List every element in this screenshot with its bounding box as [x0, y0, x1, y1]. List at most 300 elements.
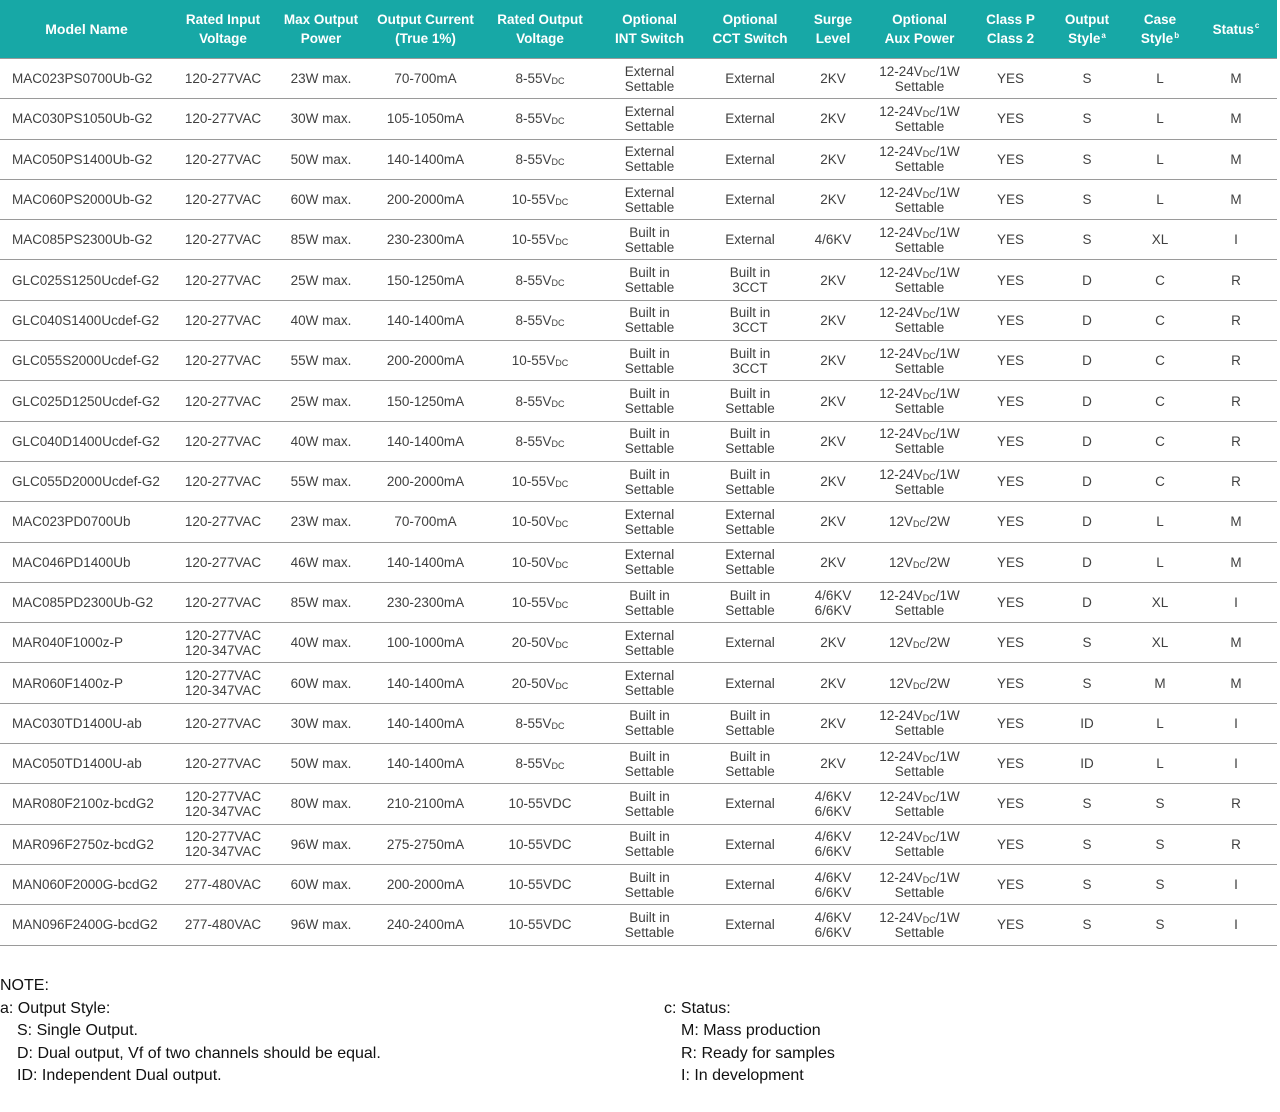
table-cell: 140-1400mA: [369, 300, 482, 340]
table-cell: S: [1049, 59, 1125, 99]
table-cell: 12-24VDC/1W Settable: [867, 179, 972, 219]
table-cell: D: [1049, 502, 1125, 542]
table-cell: L: [1125, 703, 1195, 743]
table-cell: D: [1049, 461, 1125, 501]
table-cell: 2KV: [799, 461, 867, 501]
table-cell: YES: [972, 784, 1049, 824]
model-name-cell: GLC040S1400Ucdef-G2: [0, 300, 173, 340]
table-cell: External Settable: [598, 179, 701, 219]
table-cell: 120-277VAC: [173, 461, 273, 501]
notes-left-column: [0, 975, 381, 1088]
table-cell: I: [1195, 905, 1277, 945]
model-name-cell: MAN096F2400G-bcdG2: [0, 905, 173, 945]
table-cell: L: [1125, 542, 1195, 582]
table-cell: 55W max.: [273, 341, 369, 381]
column-header: Output Current (True 1%): [369, 0, 482, 59]
table-cell: 12-24VDC/1W Settable: [867, 461, 972, 501]
table-cell: 60W max.: [273, 179, 369, 219]
table-cell: Built in Settable: [598, 582, 701, 622]
table-cell: D: [1049, 421, 1125, 461]
table-cell: External: [701, 824, 799, 864]
table-cell: 120-277VAC: [173, 139, 273, 179]
table-cell: L: [1125, 59, 1195, 99]
model-name-cell: GLC055S2000Ucdef-G2: [0, 341, 173, 381]
table-cell: YES: [972, 744, 1049, 784]
table-cell: M: [1195, 139, 1277, 179]
column-header: Class P Class 2: [972, 0, 1049, 59]
table-cell: R: [1195, 260, 1277, 300]
column-header: Output Style$^a$: [1049, 0, 1125, 59]
table-cell: 12-24VDC/1W Settable: [867, 744, 972, 784]
table-cell: 2KV: [799, 260, 867, 300]
table-cell: C: [1125, 421, 1195, 461]
table-cell: Built in Settable: [701, 381, 799, 421]
table-cell: 120-277VAC: [173, 542, 273, 582]
model-name-cell: MAR040F1000z-P: [0, 623, 173, 663]
table-cell: S: [1125, 905, 1195, 945]
table-cell: Built in 3CCT: [701, 341, 799, 381]
status-item: M: Mass production: [681, 1022, 821, 1039]
output-style-item: D: Dual output, Vf of two channels should be equal.: [17, 1044, 381, 1062]
table-cell: YES: [972, 461, 1049, 501]
table-cell: 4/6KV 6/6KV: [799, 582, 867, 622]
table-row: [0, 300, 1277, 340]
table-cell: 105-1050mA: [369, 99, 482, 139]
table-cell: 12-24VDC/1W Settable: [867, 703, 972, 743]
table-cell: 12VDC/2W: [867, 663, 972, 703]
table-cell: 120-277VAC: [173, 341, 273, 381]
table-cell: 85W max.: [273, 220, 369, 260]
table-cell: 10-55VDC: [482, 461, 598, 501]
table-cell: M: [1195, 179, 1277, 219]
table-cell: 8-55VDC: [482, 381, 598, 421]
table-cell: Built in Settable: [598, 905, 701, 945]
table-cell: C: [1125, 381, 1195, 421]
table-cell: 12VDC/2W: [867, 623, 972, 663]
table-cell: External: [701, 99, 799, 139]
table-cell: XL: [1125, 623, 1195, 663]
table-cell: D: [1049, 582, 1125, 622]
model-name-cell: MAN060F2000G-bcdG2: [0, 864, 173, 904]
table-cell: Built in Settable: [598, 300, 701, 340]
column-header: Optional INT Switch: [598, 0, 701, 59]
table-cell: 100-1000mA: [369, 623, 482, 663]
table-cell: 2KV: [799, 59, 867, 99]
table-cell: 150-1250mA: [369, 260, 482, 300]
table-cell: External Settable: [598, 542, 701, 582]
table-row: [0, 381, 1277, 421]
table-row: [0, 461, 1277, 501]
table-cell: 140-1400mA: [369, 663, 482, 703]
status-heading: c: Status:: [664, 999, 731, 1017]
table-cell: 4/6KV 6/6KV: [799, 864, 867, 904]
status-item: I: In development: [681, 1067, 804, 1084]
table-cell: R: [1195, 824, 1277, 864]
notes-title: NOTE:: [0, 977, 49, 994]
table-cell: YES: [972, 703, 1049, 743]
table-cell: M: [1195, 542, 1277, 582]
table-cell: S: [1049, 99, 1125, 139]
table-cell: 30W max.: [273, 99, 369, 139]
table-cell: 120-277VAC: [173, 502, 273, 542]
table-cell: R: [1195, 421, 1277, 461]
table-cell: 96W max.: [273, 905, 369, 945]
table-cell: 30W max.: [273, 703, 369, 743]
table-cell: External: [701, 905, 799, 945]
output-style-heading: a: Output Style:: [0, 999, 111, 1017]
table-cell: S: [1049, 139, 1125, 179]
table-cell: 210-2100mA: [369, 784, 482, 824]
table-cell: 200-2000mA: [369, 341, 482, 381]
table-cell: 8-55VDC: [482, 260, 598, 300]
table-cell: Built in Settable: [701, 582, 799, 622]
table-row: [0, 582, 1277, 622]
table-cell: 150-1250mA: [369, 381, 482, 421]
table-cell: 120-277VAC: [173, 421, 273, 461]
table-cell: 140-1400mA: [369, 421, 482, 461]
table-cell: D: [1049, 381, 1125, 421]
table-cell: 60W max.: [273, 663, 369, 703]
model-name-cell: MAR060F1400z-P: [0, 663, 173, 703]
table-cell: 2KV: [799, 300, 867, 340]
table-cell: 12-24VDC/1W Settable: [867, 59, 972, 99]
table-cell: YES: [972, 341, 1049, 381]
table-cell: M: [1195, 99, 1277, 139]
table-cell: 12-24VDC/1W Settable: [867, 824, 972, 864]
table-cell: I: [1195, 744, 1277, 784]
table-cell: External: [701, 784, 799, 824]
table-cell: L: [1125, 744, 1195, 784]
table-cell: Built in 3CCT: [701, 260, 799, 300]
table-cell: S: [1125, 784, 1195, 824]
table-cell: S: [1049, 623, 1125, 663]
model-name-cell: MAR096F2750z-bcdG2: [0, 824, 173, 864]
model-name-cell: MAR080F2100z-bcdG2: [0, 784, 173, 824]
table-row: [0, 905, 1277, 945]
table-cell: External: [701, 59, 799, 99]
table-cell: S: [1049, 824, 1125, 864]
model-name-cell: MAC085PD2300Ub-G2: [0, 582, 173, 622]
footnote-marker: b: [1174, 30, 1180, 40]
table-cell: 2KV: [799, 502, 867, 542]
model-name-cell: MAC085PS2300Ub-G2: [0, 220, 173, 260]
table-cell: 10-50VDC: [482, 542, 598, 582]
table-cell: 120-277VAC: [173, 582, 273, 622]
table-cell: 140-1400mA: [369, 542, 482, 582]
table-header: [0, 0, 1277, 59]
table-cell: 120-277VAC: [173, 703, 273, 743]
table-cell: 10-50VDC: [482, 502, 598, 542]
table-cell: YES: [972, 300, 1049, 340]
table-cell: 2KV: [799, 703, 867, 743]
table-row: [0, 663, 1277, 703]
footnote-marker: c: [1254, 21, 1260, 30]
column-header: Status$^c$: [1195, 0, 1277, 59]
table-cell: S: [1049, 905, 1125, 945]
table-cell: External: [701, 663, 799, 703]
table-cell: 12-24VDC/1W Settable: [867, 300, 972, 340]
table-cell: L: [1125, 179, 1195, 219]
table-row: [0, 59, 1277, 99]
table-row: [0, 502, 1277, 542]
table-cell: 240-2400mA: [369, 905, 482, 945]
table-cell: 2KV: [799, 542, 867, 582]
table-cell: 96W max.: [273, 824, 369, 864]
table-cell: 4/6KV 6/6KV: [799, 905, 867, 945]
table-cell: 10-55VDC: [482, 824, 598, 864]
table-cell: Built in Settable: [701, 703, 799, 743]
table-cell: 40W max.: [273, 300, 369, 340]
table-cell: I: [1195, 864, 1277, 904]
table-cell: Built in Settable: [598, 421, 701, 461]
table-cell: 23W max.: [273, 59, 369, 99]
table-cell: 200-2000mA: [369, 864, 482, 904]
table-cell: 2KV: [799, 341, 867, 381]
table-cell: 120-277VAC: [173, 744, 273, 784]
table-cell: 12-24VDC/1W Settable: [867, 864, 972, 904]
table-cell: 40W max.: [273, 623, 369, 663]
table-cell: 50W max.: [273, 139, 369, 179]
table-cell: 12-24VDC/1W Settable: [867, 260, 972, 300]
table-cell: C: [1125, 341, 1195, 381]
table-cell: S: [1125, 824, 1195, 864]
table-cell: 40W max.: [273, 421, 369, 461]
table-cell: 4/6KV 6/6KV: [799, 784, 867, 824]
table-cell: External Settable: [701, 542, 799, 582]
table-cell: D: [1049, 260, 1125, 300]
table-row: [0, 341, 1277, 381]
table-cell: 120-277VAC: [173, 300, 273, 340]
table-cell: 12-24VDC/1W Settable: [867, 220, 972, 260]
table-cell: 2KV: [799, 744, 867, 784]
table-cell: Built in Settable: [598, 744, 701, 784]
table-cell: S: [1049, 663, 1125, 703]
table-cell: Built in 3CCT: [701, 300, 799, 340]
model-name-cell: MAC023PD0700Ub: [0, 502, 173, 542]
table-cell: 12-24VDC/1W Settable: [867, 421, 972, 461]
table-cell: 120-277VAC 120-347VAC: [173, 784, 273, 824]
table-cell: R: [1195, 341, 1277, 381]
table-cell: 4/6KV: [799, 220, 867, 260]
table-cell: YES: [972, 905, 1049, 945]
table-cell: 2KV: [799, 663, 867, 703]
table-cell: External Settable: [598, 99, 701, 139]
table-cell: L: [1125, 139, 1195, 179]
table-cell: S: [1049, 784, 1125, 824]
table-cell: YES: [972, 220, 1049, 260]
table-cell: 12-24VDC/1W Settable: [867, 784, 972, 824]
table-cell: M: [1195, 502, 1277, 542]
table-cell: YES: [972, 542, 1049, 582]
table-cell: L: [1125, 99, 1195, 139]
table-cell: 60W max.: [273, 864, 369, 904]
model-name-cell: GLC025S1250Ucdef-G2: [0, 260, 173, 300]
table-cell: I: [1195, 220, 1277, 260]
table-cell: YES: [972, 381, 1049, 421]
column-header: Optional CCT Switch: [701, 0, 799, 59]
model-name-cell: MAC050TD1400U-ab: [0, 744, 173, 784]
table-cell: 120-277VAC 120-347VAC: [173, 623, 273, 663]
table-cell: 50W max.: [273, 744, 369, 784]
table-cell: 120-277VAC: [173, 99, 273, 139]
table-cell: External Settable: [701, 502, 799, 542]
table-cell: 25W max.: [273, 381, 369, 421]
table-cell: 12VDC/2W: [867, 502, 972, 542]
table-cell: Built in Settable: [598, 703, 701, 743]
table-cell: Built in Settable: [598, 461, 701, 501]
table-row: [0, 260, 1277, 300]
column-header: Case Style$^b$: [1125, 0, 1195, 59]
table-row: [0, 744, 1277, 784]
table-cell: Built in Settable: [701, 461, 799, 501]
table-cell: M: [1125, 663, 1195, 703]
table-cell: 8-55VDC: [482, 59, 598, 99]
model-name-cell: MAC046PD1400Ub: [0, 542, 173, 582]
table-cell: 140-1400mA: [369, 139, 482, 179]
table-cell: YES: [972, 260, 1049, 300]
table-row: [0, 824, 1277, 864]
table-cell: M: [1195, 59, 1277, 99]
table-cell: External Settable: [598, 623, 701, 663]
table-cell: 2KV: [799, 139, 867, 179]
column-header: Rated Input Voltage: [173, 0, 273, 59]
table-cell: 200-2000mA: [369, 179, 482, 219]
table-cell: 8-55VDC: [482, 300, 598, 340]
table-cell: 2KV: [799, 381, 867, 421]
table-cell: 2KV: [799, 421, 867, 461]
table-cell: 120-277VAC: [173, 220, 273, 260]
table-cell: 277-480VAC: [173, 905, 273, 945]
table-cell: C: [1125, 300, 1195, 340]
table-cell: 140-1400mA: [369, 744, 482, 784]
table-row: [0, 220, 1277, 260]
table-cell: 80W max.: [273, 784, 369, 824]
table-cell: External Settable: [598, 663, 701, 703]
table-cell: YES: [972, 502, 1049, 542]
table-cell: 8-55VDC: [482, 703, 598, 743]
table-cell: 23W max.: [273, 502, 369, 542]
table-cell: 10-55VDC: [482, 220, 598, 260]
table-cell: YES: [972, 663, 1049, 703]
table-cell: External Settable: [598, 139, 701, 179]
table-cell: R: [1195, 381, 1277, 421]
table-cell: 70-700mA: [369, 59, 482, 99]
model-name-cell: MAC050PS1400Ub-G2: [0, 139, 173, 179]
table-cell: R: [1195, 300, 1277, 340]
table-cell: D: [1049, 300, 1125, 340]
table-cell: C: [1125, 260, 1195, 300]
column-header: Surge Level: [799, 0, 867, 59]
table-cell: External: [701, 623, 799, 663]
model-name-cell: MAC060PS2000Ub-G2: [0, 179, 173, 219]
table-row: [0, 99, 1277, 139]
table-cell: 2KV: [799, 623, 867, 663]
table-cell: 120-277VAC 120-347VAC: [173, 663, 273, 703]
table-cell: YES: [972, 582, 1049, 622]
table-cell: 277-480VAC: [173, 864, 273, 904]
table-row: [0, 864, 1277, 904]
table-cell: 12-24VDC/1W Settable: [867, 341, 972, 381]
table-cell: I: [1195, 703, 1277, 743]
table-cell: Built in Settable: [598, 824, 701, 864]
table-cell: M: [1195, 623, 1277, 663]
table-cell: 12-24VDC/1W Settable: [867, 381, 972, 421]
table-cell: YES: [972, 824, 1049, 864]
table-cell: 10-55VDC: [482, 341, 598, 381]
table-row: [0, 421, 1277, 461]
table-cell: YES: [972, 421, 1049, 461]
table-cell: 230-2300mA: [369, 582, 482, 622]
table-cell: Built in Settable: [598, 220, 701, 260]
model-name-cell: MAC030PS1050Ub-G2: [0, 99, 173, 139]
table-row: [0, 179, 1277, 219]
table-cell: 25W max.: [273, 260, 369, 300]
table-cell: 55W max.: [273, 461, 369, 501]
table-row: [0, 623, 1277, 663]
table-cell: YES: [972, 99, 1049, 139]
table-cell: I: [1195, 582, 1277, 622]
table-cell: Built in Settable: [598, 341, 701, 381]
table-cell: 46W max.: [273, 542, 369, 582]
status-item: R: Ready for samples: [681, 1044, 835, 1062]
footnote-marker: a: [1101, 30, 1106, 40]
model-name-cell: MAC030TD1400U-ab: [0, 703, 173, 743]
output-style-item: S: Single Output.: [17, 1022, 138, 1039]
table-cell: Built in Settable: [598, 381, 701, 421]
table-cell: 8-55VDC: [482, 139, 598, 179]
model-name-cell: GLC040D1400Ucdef-G2: [0, 421, 173, 461]
table-cell: Built in Settable: [598, 260, 701, 300]
table-cell: 85W max.: [273, 582, 369, 622]
table-cell: 12-24VDC/1W Settable: [867, 99, 972, 139]
table-cell: YES: [972, 864, 1049, 904]
table-cell: 10-55VDC: [482, 784, 598, 824]
table-cell: YES: [972, 59, 1049, 99]
table-row: [0, 703, 1277, 743]
table-row: [0, 139, 1277, 179]
table-cell: S: [1049, 220, 1125, 260]
table-cell: 120-277VAC: [173, 260, 273, 300]
table-cell: External: [701, 179, 799, 219]
header-row: [0, 0, 1277, 59]
table-cell: 2KV: [799, 99, 867, 139]
table-cell: 120-277VAC 120-347VAC: [173, 824, 273, 864]
table-cell: YES: [972, 623, 1049, 663]
table-cell: 70-700mA: [369, 502, 482, 542]
table-cell: M: [1195, 663, 1277, 703]
table-cell: 200-2000mA: [369, 461, 482, 501]
table-cell: 20-50VDC: [482, 663, 598, 703]
table-cell: XL: [1125, 582, 1195, 622]
table-cell: 2KV: [799, 179, 867, 219]
table-cell: YES: [972, 179, 1049, 219]
table-cell: Built in Settable: [701, 421, 799, 461]
table-cell: External: [701, 864, 799, 904]
table-cell: 10-55VDC: [482, 864, 598, 904]
table-cell: 230-2300mA: [369, 220, 482, 260]
table-cell: XL: [1125, 220, 1195, 260]
table-cell: 120-277VAC: [173, 179, 273, 219]
table-row: [0, 542, 1277, 582]
model-name-cell: GLC025D1250Ucdef-G2: [0, 381, 173, 421]
table-cell: 10-55VDC: [482, 179, 598, 219]
table-cell: Built in Settable: [701, 744, 799, 784]
table-cell: 120-277VAC: [173, 381, 273, 421]
table-cell: 10-55VDC: [482, 582, 598, 622]
table-cell: 275-2750mA: [369, 824, 482, 864]
table-body: [0, 59, 1277, 946]
table-cell: 120-277VAC: [173, 59, 273, 99]
